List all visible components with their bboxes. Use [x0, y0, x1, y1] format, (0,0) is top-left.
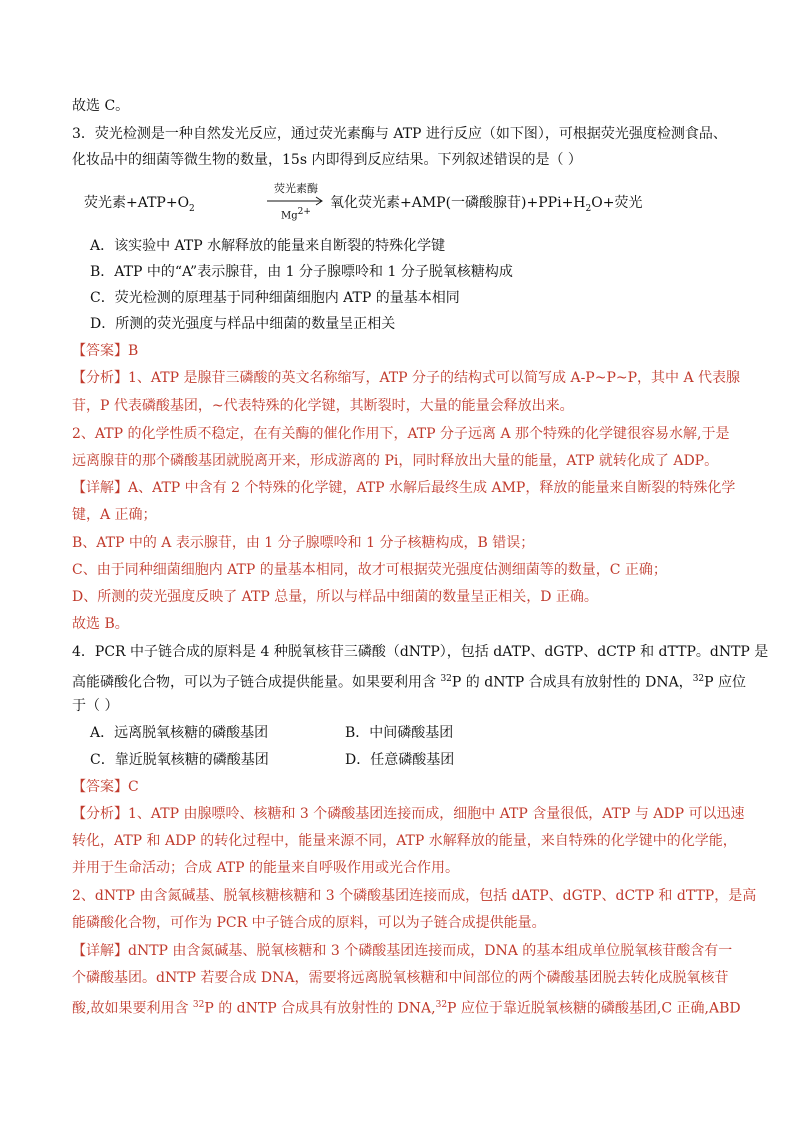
detail-3-b: B、ATP 中的 A 表示腺苷，由 1 分子腺嘌呤和 1 分子核糖构成，B 错误； — [72, 535, 535, 551]
q4-text-c: 应位 — [713, 674, 747, 691]
answer-tag: 【答案】 — [72, 779, 128, 795]
detail-3-d: D、所测的荧光强度反映了 ATP 总量，所以与样品中细菌的数量呈正相关，D 正确。 — [72, 589, 598, 605]
cofactor-label — [267, 206, 325, 222]
isotope-superscript: 32 — [440, 674, 452, 684]
q4-text-b: 的 dNTP 合成具有放射性的 DNA， — [461, 674, 693, 691]
answer-3 — [72, 341, 732, 361]
question-4-stem-cont — [72, 669, 747, 693]
analysis-3-2-cont: 远离腺苷的那个磷酸基团就脱离开来，形成游离的 Pi，同时释放出大量的能量，ATP 就转化成了 ADP。 — [72, 453, 719, 469]
question-3-stem: 3．荧光检测是一种自然发光反应，通过荧光素酶与 ATP 进行反应（如下图），可根据荧光强度检测食品、 — [72, 126, 727, 142]
option-a: A．该实验中 ATP 水解释放的能量来自断裂的特殊化学键 — [90, 238, 446, 254]
reaction-arrow — [267, 182, 325, 222]
analysis-3-1 — [72, 368, 741, 388]
equation-products: 氧化荧光素+AMP(一磷酸腺苷)+PPi+H — [330, 195, 586, 211]
detail-3-a — [72, 478, 736, 498]
detail-3-a-cont: 键，A 正确； — [72, 507, 157, 523]
detail-4 — [72, 941, 732, 961]
option-4a: A．远离脱氧核糖的磷酸基团 — [90, 725, 269, 741]
option-b: B．ATP 中的“A”表示腺苷，由 1 分子腺嘌呤和 1 分子脱氧核糖构成 — [90, 264, 513, 280]
equation-products-end: O+荧光 — [591, 195, 643, 211]
isotope-symbol: P — [451, 674, 462, 691]
question-4-stem-end: 于（ ） — [72, 698, 119, 714]
q4-text-a: 高能磷酸化合物，可以为子链合成提供能量。如果要利用含 — [72, 674, 441, 691]
option-4c: C．靠近脱氧核糖的磷酸基团 — [90, 752, 269, 768]
analysis-4-2: 2、dNTP 由含氮碱基、脱氧核糖核糖和 3 个磷酸基团连接而成，包括 dATP、dGTP、dCTP 和 dTTP，是高 — [72, 888, 757, 904]
analysis-tag: 【分析】 — [72, 806, 128, 822]
isotope-superscript: 32 — [192, 1000, 205, 1010]
detail-text-c: 应位于靠近脱氧核糖的磷酸基团,C 正确,ABD — [456, 1000, 741, 1017]
detail-text-b: 的 dNTP 合成具有放射性的 DNA, — [213, 1000, 436, 1017]
answer-tag: 【答案】 — [72, 343, 128, 359]
answer-4 — [72, 777, 732, 797]
h2o-subscript: 2 — [585, 203, 592, 214]
analysis-text: 1、ATP 是腺苷三磷酸的英文名称缩写，ATP 分子的结构式可以简写成 A-P~P~P，其中 A 代表腺 — [128, 370, 741, 386]
equation-right — [330, 192, 642, 214]
analysis-4-2-cont: 能磷酸化合物，可作为 PCR 中子链合成的原料，可以为子链合成提供能量。 — [72, 915, 546, 931]
o2-subscript: 2 — [189, 203, 195, 214]
detail-tag: 【详解】 — [72, 480, 128, 496]
option-4b: B．中间磷酸基团 — [345, 725, 454, 741]
isotope-symbol: P — [704, 674, 714, 691]
mg-superscript: 2+ — [297, 207, 311, 217]
isotope-symbol: P — [447, 1000, 457, 1017]
detail-4-cont: 个磷酸基团。dNTP 若要合成 DNA，需要将远离脱氧核糖和中间部位的两个磷酸基团脱去转化成脱氧核苷 — [72, 970, 729, 986]
question-3-stem-cont: 化妆品中的细菌等微生物的数量，15s 内即得到反应结果。下列叙述错误的是（ ） — [72, 152, 582, 168]
answer-value: C — [128, 779, 139, 795]
detail-3-c: C、由于同种细菌细胞内 ATP 的量基本相同，故才可根据荧光强度估测细菌等的数量，C 正确； — [72, 562, 667, 578]
analysis-tag: 【分析】 — [72, 370, 128, 386]
detail-4-end — [72, 995, 741, 1019]
isotope-superscript: 32 — [435, 1000, 448, 1010]
question-4-stem: 4．PCR 中子链合成的原料是 4 种脱氧核苷三磷酸（dNTP），包括 dATP、dGTP、dCTP 和 dTTP。dNTP 是 — [72, 644, 769, 660]
analysis-4-1-end: 并用于生命活动；合成 ATP 的能量来自呼吸作用或光合作用。 — [72, 860, 460, 876]
analysis-text: 1、ATP 由腺嘌呤、核糖和 3 个磷酸基团连接而成，细胞中 ATP 含量很低，ATP 与 ADP 可以迅速 — [128, 806, 745, 822]
equation-left — [84, 192, 195, 214]
detail-text: dNTP 由含氮碱基、脱氧核糖和 3 个磷酸基团连接而成，DNA 的基本组成单位脱氧核苷酸含有一 — [128, 943, 733, 959]
answer-value: B — [128, 343, 139, 359]
analysis-4-1 — [72, 804, 745, 824]
option-d: D．所测的荧光强度与样品中细菌的数量呈正相关 — [90, 316, 396, 332]
enzyme-label: 荧光素酶 — [274, 182, 318, 195]
isotope-symbol: P — [204, 1000, 214, 1017]
text-line: 故选 C。 — [72, 98, 130, 114]
equation-reactants: 荧光素+ATP+O — [84, 195, 190, 211]
option-c: C．荧光检测的原理基于同种细菌细胞内 ATP 的量基本相同 — [90, 290, 460, 306]
detail-text-a: 酸,故如果要利用含 — [72, 1000, 193, 1017]
isotope-superscript: 32 — [692, 674, 705, 684]
detail-text: A、ATP 中含有 2 个特殊的化学键，ATP 水解后最终生成 AMP，释放的能量来自断裂的特殊化学 — [128, 480, 736, 496]
analysis-3-2: 2、ATP 的化学性质不稳定，在有关酶的催化作用下，ATP 分子远离 A 那个特殊的化学键很容易水解,于是 — [72, 426, 730, 442]
analysis-4-1-cont: 转化，ATP 和 ADP 的转化过程中，能量来源不同，ATP 水解释放的能量，来自特殊的化学键中的化学能， — [72, 833, 737, 849]
detail-tag: 【详解】 — [72, 943, 128, 959]
mg-label: Mg — [281, 210, 298, 222]
selection-3: 故选 B。 — [72, 616, 129, 632]
reaction-equation — [84, 182, 724, 222]
option-4d: D．任意磷酸基团 — [345, 752, 455, 768]
analysis-3-1-cont: 苷，P 代表磷酸基团，~代表特殊的化学键，其断裂时，大量的能量会释放出来。 — [72, 398, 574, 414]
